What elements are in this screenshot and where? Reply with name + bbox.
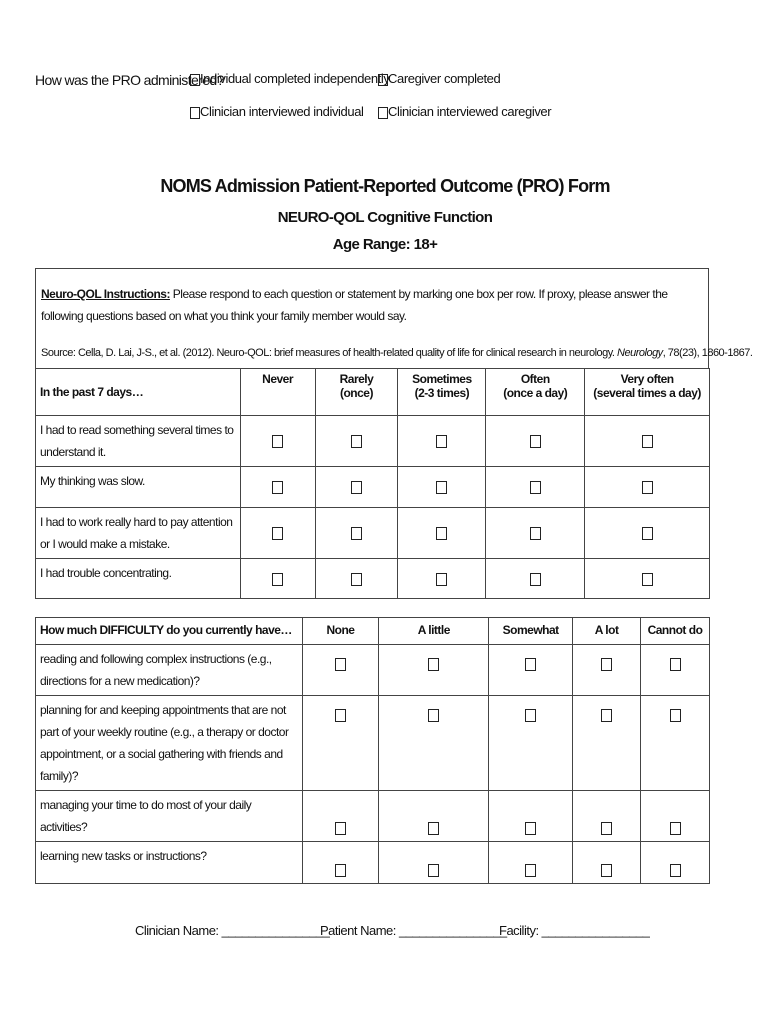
checkbox-icon[interactable] (272, 435, 283, 448)
checkbox-icon[interactable] (601, 709, 612, 722)
checkbox-icon[interactable] (272, 527, 283, 540)
difficulty-table (35, 617, 710, 884)
facility-field[interactable]: Facility: ________________ (499, 923, 650, 938)
table-header-row (36, 618, 710, 645)
checkbox-icon[interactable] (436, 573, 447, 586)
answer-cell[interactable] (585, 559, 710, 599)
answer-cell[interactable] (302, 696, 379, 791)
answer-cell[interactable] (573, 842, 641, 884)
checkbox-icon[interactable] (601, 864, 612, 877)
answer-cell[interactable] (486, 416, 585, 467)
table-row (36, 645, 710, 696)
answer-cell[interactable] (573, 645, 641, 696)
answer-cell[interactable] (489, 842, 573, 884)
checkbox-icon[interactable] (525, 864, 536, 877)
checkbox-icon[interactable] (351, 527, 362, 540)
table-row (36, 416, 710, 467)
checkbox-icon[interactable] (670, 822, 681, 835)
col-none: None (302, 618, 379, 645)
checkbox-icon[interactable] (601, 658, 612, 671)
checkbox-icon[interactable] (351, 435, 362, 448)
source-citation: Source: Cella, D. Lai, J-S., et al. (2012). Neuro-QOL: brief measures of health-related quality of life for clinical research in neurology. Neurology, 78(23), 1860-1867. (41, 347, 753, 359)
answer-cell[interactable] (489, 696, 573, 791)
instructions-box (35, 268, 753, 368)
col-a-lot: A lot (573, 618, 641, 645)
question-text: reading and following complex instructions (e.g., directions for a new medication)? (36, 645, 303, 696)
answer-cell[interactable] (302, 842, 379, 884)
question-text: I had to read something several times to understand it. (36, 416, 241, 467)
answer-cell[interactable] (240, 416, 315, 467)
answer-cell[interactable] (398, 467, 486, 508)
checkbox-icon[interactable] (190, 74, 200, 86)
question-text: My thinking was slow. (36, 467, 241, 508)
checkbox-icon[interactable] (335, 658, 346, 671)
answer-cell[interactable] (585, 508, 710, 559)
answer-cell[interactable] (302, 645, 379, 696)
clinician-name-field[interactable]: Clinician Name: ________________ (135, 923, 330, 938)
age-range: Age Range: 18+ (332, 236, 438, 253)
answer-cell[interactable] (315, 508, 398, 559)
checkbox-icon[interactable] (436, 481, 447, 494)
answer-cell[interactable] (489, 791, 573, 842)
answer-cell[interactable] (641, 791, 710, 842)
col-cannot-do: Cannot do (641, 618, 710, 645)
col-often: Often (once a day) (486, 369, 585, 416)
answer-cell[interactable] (240, 559, 315, 599)
checkbox-icon[interactable] (530, 435, 541, 448)
checkbox-icon[interactable] (525, 709, 536, 722)
col-sometimes: Sometimes (2-3 times) (398, 369, 486, 416)
checkbox-icon[interactable] (642, 573, 653, 586)
table-header-row (36, 369, 710, 416)
table-row (36, 696, 710, 791)
table-header: How much DIFFICULTY do you currently have… (36, 618, 303, 645)
answer-cell[interactable] (379, 791, 489, 842)
checkbox-icon[interactable] (530, 573, 541, 586)
checkbox-icon[interactable] (378, 107, 388, 119)
checkbox-icon[interactable] (272, 573, 283, 586)
table-row (36, 467, 710, 508)
checkbox-icon[interactable] (601, 822, 612, 835)
checkbox-icon[interactable] (525, 822, 536, 835)
checkbox-icon[interactable] (642, 435, 653, 448)
question-text: planning for and keeping appointments that are not part of your weekly routine (e.g., a therapy or doctor appointment, or a social gathering with friends and family)? (36, 696, 303, 791)
form-subtitle: NEURO-QOL Cognitive Function (277, 209, 493, 226)
answer-cell[interactable] (585, 467, 710, 508)
past-7-days-table (35, 368, 710, 599)
answer-cell[interactable] (240, 467, 315, 508)
checkbox-icon[interactable] (428, 864, 439, 877)
instructions-label: Neuro-QOL Instructions: (41, 287, 170, 301)
checkbox-icon[interactable] (351, 573, 362, 586)
table-row (36, 559, 710, 599)
instructions-text: Neuro-QOL Instructions: Please respond to each question or statement by marking one box per row. If proxy, please answer the following questions based on what you think your family member would say. (41, 287, 668, 323)
answer-cell[interactable] (398, 416, 486, 467)
patient-name-field[interactable]: Patient Name: ________________ (320, 923, 507, 938)
checkbox-icon[interactable] (670, 864, 681, 877)
answer-cell[interactable] (573, 696, 641, 791)
answer-cell[interactable] (486, 508, 585, 559)
answer-cell[interactable] (379, 842, 489, 884)
table-row (36, 508, 710, 559)
option-caregiver[interactable]: Caregiver completed (378, 71, 500, 86)
answer-cell[interactable] (641, 842, 710, 884)
checkbox-icon[interactable] (642, 481, 653, 494)
answer-cell[interactable] (486, 559, 585, 599)
checkbox-icon[interactable] (530, 527, 541, 540)
answer-cell[interactable] (489, 645, 573, 696)
answer-cell[interactable] (486, 467, 585, 508)
checkbox-icon[interactable] (190, 107, 200, 119)
answer-cell[interactable] (315, 559, 398, 599)
option-individual[interactable]: Individual completed independently (190, 71, 390, 86)
checkbox-icon[interactable] (530, 481, 541, 494)
checkbox-icon[interactable] (272, 481, 283, 494)
table-row (36, 791, 710, 842)
answer-cell[interactable] (573, 791, 641, 842)
checkbox-icon[interactable] (428, 658, 439, 671)
question-text: I had trouble concentrating. (36, 559, 241, 599)
answer-cell[interactable] (398, 559, 486, 599)
checkbox-icon[interactable] (335, 864, 346, 877)
answer-cell[interactable] (315, 467, 398, 508)
col-very-often: Very often (several times a day) (585, 369, 710, 416)
checkbox-icon[interactable] (378, 74, 388, 86)
admin-question: How was the PRO administered? (35, 72, 224, 88)
checkbox-icon[interactable] (335, 822, 346, 835)
answer-cell[interactable] (585, 416, 710, 467)
col-never: Never (240, 369, 315, 416)
checkbox-icon[interactable] (642, 527, 653, 540)
checkbox-icon[interactable] (351, 481, 362, 494)
checkbox-icon[interactable] (428, 822, 439, 835)
answer-cell[interactable] (641, 696, 710, 791)
answer-cell[interactable] (240, 508, 315, 559)
option-clinician-caregiver[interactable]: Clinician interviewed caregiver (378, 104, 551, 119)
checkbox-icon[interactable] (525, 658, 536, 671)
col-a-little: A little (379, 618, 489, 645)
question-text: managing your time to do most of your daily activities? (36, 791, 303, 842)
checkbox-icon[interactable] (670, 709, 681, 722)
option-clinician-individual[interactable]: Clinician interviewed individual (190, 104, 364, 119)
answer-cell[interactable] (398, 508, 486, 559)
answer-cell[interactable] (302, 791, 379, 842)
answer-cell[interactable] (315, 416, 398, 467)
answer-cell[interactable] (379, 645, 489, 696)
checkbox-icon[interactable] (436, 527, 447, 540)
table-row (36, 842, 710, 884)
table-header: In the past 7 days… (36, 369, 241, 416)
col-somewhat: Somewhat (489, 618, 573, 645)
question-text: I had to work really hard to pay attention or I would make a mistake. (36, 508, 241, 559)
checkbox-icon[interactable] (436, 435, 447, 448)
checkbox-icon[interactable] (335, 709, 346, 722)
checkbox-icon[interactable] (670, 658, 681, 671)
question-text: learning new tasks or instructions? (36, 842, 303, 884)
col-rarely: Rarely (once) (315, 369, 398, 416)
checkbox-icon[interactable] (428, 709, 439, 722)
form-title: NOMS Admission Patient-Reported Outcome (PRO) Form (160, 176, 610, 196)
answer-cell[interactable] (641, 645, 710, 696)
answer-cell[interactable] (379, 696, 489, 791)
